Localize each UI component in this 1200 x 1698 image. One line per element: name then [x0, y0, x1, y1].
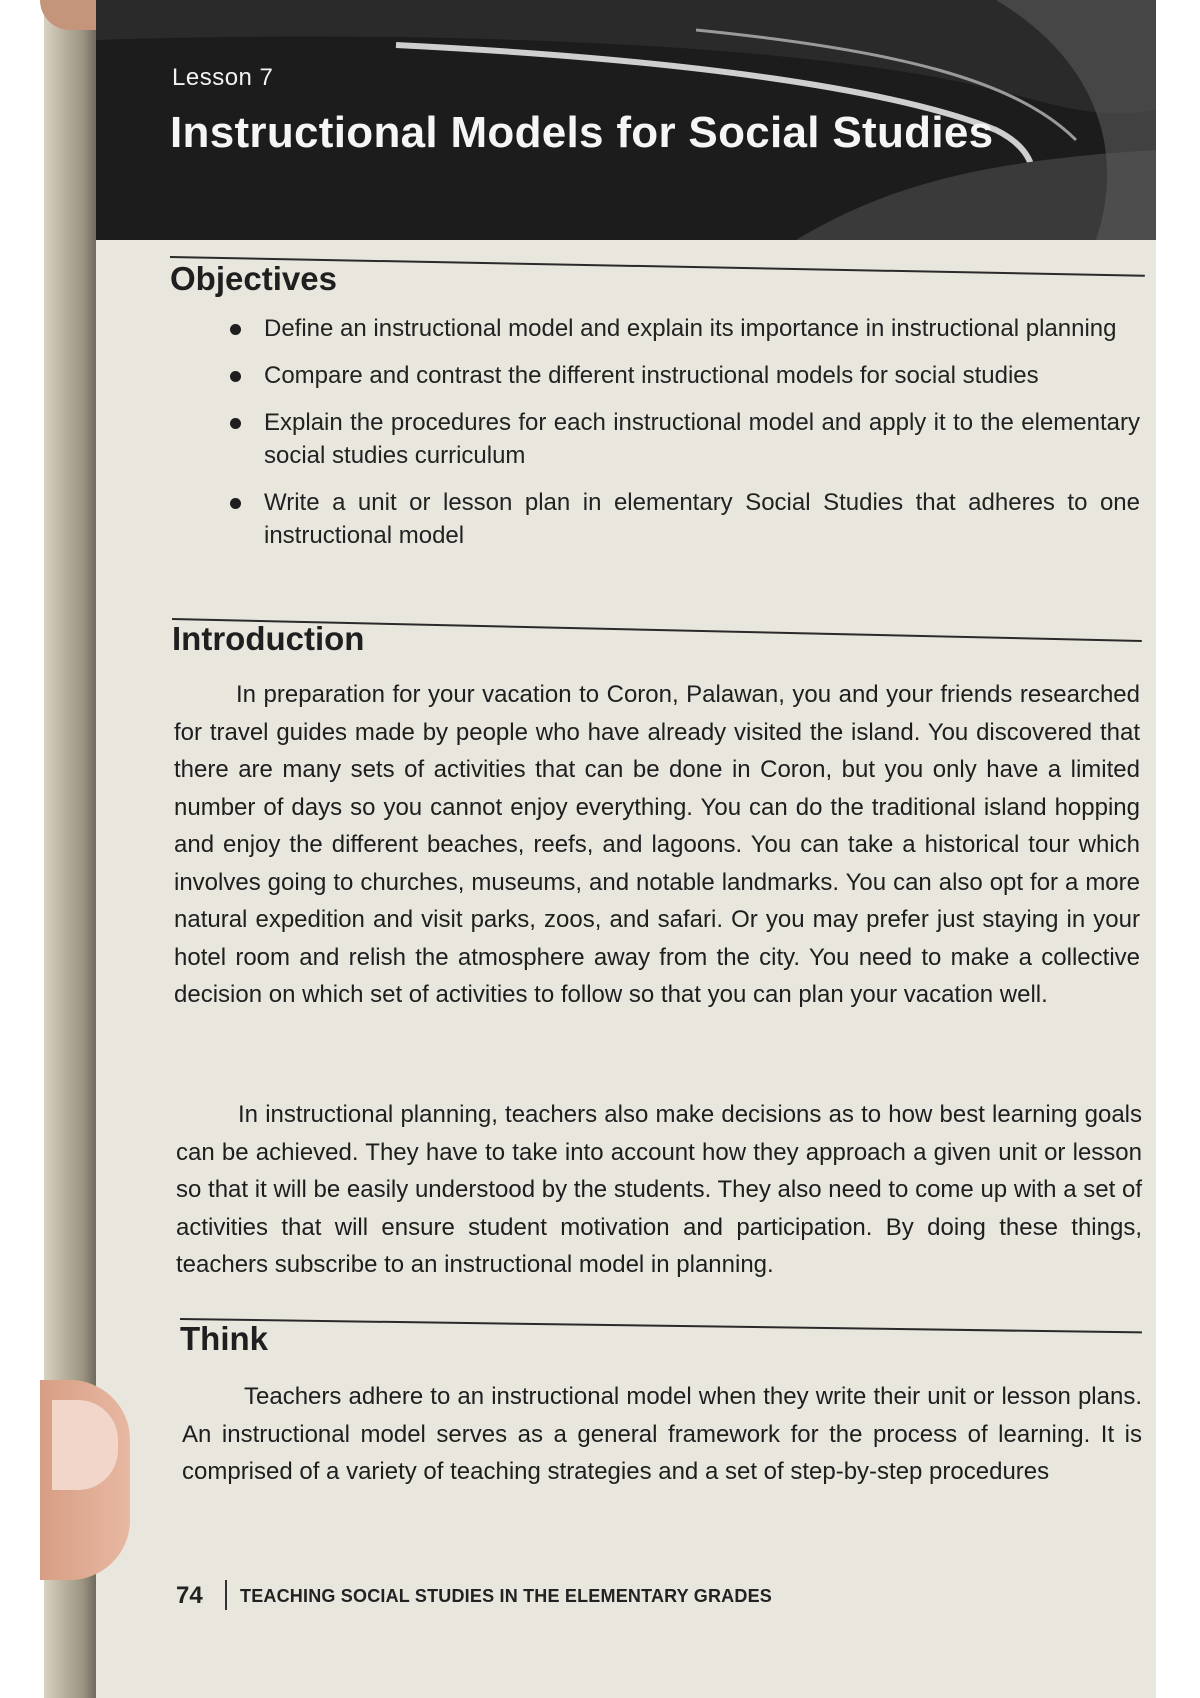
lesson-number: Lesson 7: [172, 64, 274, 91]
objective-item: Define an instructional model and explain its importance in instructional planning: [200, 312, 1140, 345]
objective-item: Compare and contrast the different instructional models for social studies: [200, 359, 1140, 392]
running-footer-title: TEACHING SOCIAL STUDIES IN THE ELEMENTARY GRADES: [240, 1586, 772, 1606]
introduction-paragraph-2: In instructional planning, teachers also make decisions as to how best learning goals can be achieved. They have to take into account how they approach a given unit or lesson so that it will be easily understood by the students. They also need to come up with a set of activities that will ensure student motivation and participation. By doing these things, teachers subscribe to an instructional model in planning.: [176, 1101, 1142, 1278]
objective-item: Explain the procedures for each instructional model and apply it to the elementary social studies curriculum: [200, 406, 1140, 472]
page-number: 74: [176, 1582, 203, 1609]
bullet-icon: [230, 371, 241, 382]
objectives-list: [200, 312, 1140, 566]
bullet-icon: [230, 498, 241, 509]
page-edge: [1156, 0, 1200, 1698]
introduction-heading: Introduction: [172, 620, 365, 657]
think-paragraph: Teachers adhere to an instructional model when they write their unit or lesson plans. An instructional model serves as a general framework for the process of learning. It is comprised of a variety of teaching strategies and a set of step-by-step procedures: [182, 1383, 1142, 1485]
objectives-heading: Objectives: [170, 260, 337, 297]
bullet-icon: [230, 418, 241, 429]
introduction-paragraph-1: In preparation for your vacation to Coron, Palawan, you and your friends researched for travel guides made by people who have already visited the island. You discovered that there are many sets of activities that can be done in Coron, but you only have a limited number of days so you cannot enjoy everything. You can do the traditional island hopping and enjoy the different beaches, reefs, and lagoons. You can take a historical tour which involves going to churches, museums, and notable landmarks. You can also opt for a more natural expedition and visit parks, zoos, and safari. Or you may prefer just staying in your hotel room and relish the atmosphere away from the city. You need to make a collective decision on which set of activities to follow so that you can plan your vacation well.: [174, 681, 1140, 1008]
bullet-icon: [230, 324, 241, 335]
objective-item: Write a unit or lesson plan in elementary Social Studies that adheres to one instructional model: [200, 486, 1140, 552]
lesson-title: Instructional Models for Social Studies: [170, 108, 994, 157]
footer-divider: [225, 1580, 227, 1610]
think-heading: Think: [180, 1320, 268, 1357]
